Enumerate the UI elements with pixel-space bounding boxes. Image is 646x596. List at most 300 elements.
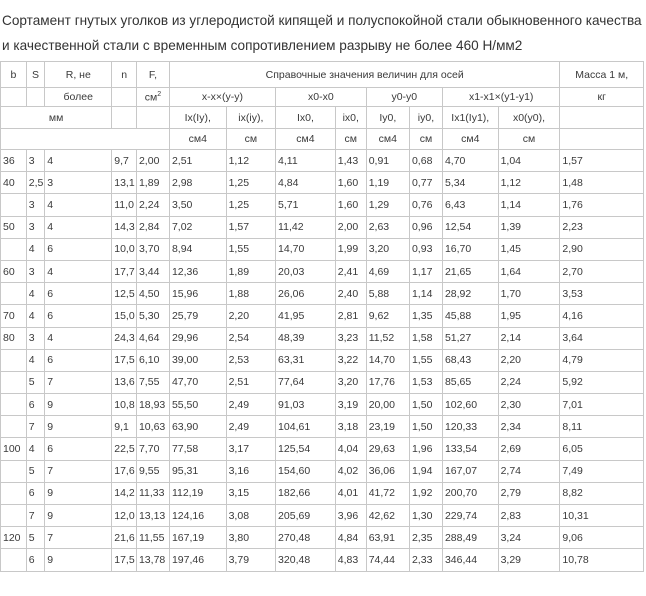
header-mass [560, 62, 644, 88]
table-cell: 21,65 [442, 260, 498, 282]
table-cell [1, 394, 27, 416]
table-cell: 0,76 [409, 194, 442, 216]
table-row [1, 438, 644, 460]
table-cell: 1,43 [335, 150, 366, 172]
table-cell: 100 [1, 438, 27, 460]
table-cell: 74,44 [366, 549, 409, 571]
header-n: n [112, 62, 137, 88]
table-cell: 39,00 [169, 349, 226, 371]
table-cell: 2,54 [226, 327, 275, 349]
table-cell: 4 [45, 194, 112, 216]
table-cell: 4 [45, 327, 112, 349]
table-cell: 3,16 [226, 460, 275, 482]
table-cell: 2,14 [498, 327, 560, 349]
table-cell: 154,60 [276, 460, 336, 482]
table-cell: 1,55 [226, 238, 275, 260]
table-cell: 4 [45, 150, 112, 172]
table-cell: 2,00 [136, 150, 169, 172]
table-cell: 12,5 [112, 283, 137, 305]
header-s: S [26, 62, 45, 88]
table-cell: 1,19 [366, 172, 409, 194]
table-cell: 29,63 [366, 438, 409, 460]
table-cell: 6 [26, 482, 45, 504]
table-cell: 24,3 [112, 327, 137, 349]
table-cell: 11,55 [136, 527, 169, 549]
table-cell: 5 [26, 371, 45, 393]
table-cell: 1,57 [226, 216, 275, 238]
table-cell: 4 [45, 216, 112, 238]
table-cell: 3 [26, 327, 45, 349]
table-row [1, 194, 644, 216]
table-cell: 2,20 [498, 349, 560, 371]
table-cell: 14,3 [112, 216, 137, 238]
table-cell: 14,2 [112, 482, 137, 504]
table-cell: 2,51 [226, 371, 275, 393]
table-cell [1, 194, 27, 216]
table-cell: 40 [1, 172, 27, 194]
table-cell: 133,54 [442, 438, 498, 460]
table-cell: 4,64 [136, 327, 169, 349]
table-cell: 4,01 [335, 482, 366, 504]
table-cell: 1,96 [409, 438, 442, 460]
col-iy0-small: iy0, [409, 107, 442, 129]
table-cell: 1,60 [335, 172, 366, 194]
table-cell: 6,43 [442, 194, 498, 216]
table-cell: 7 [26, 505, 45, 527]
table-cell: 14,70 [366, 349, 409, 371]
table-cell: 3,53 [560, 283, 644, 305]
table-cell: 2,24 [136, 194, 169, 216]
col-ix0: Ix0, [276, 107, 336, 129]
table-cell: 2,41 [335, 260, 366, 282]
table-cell: 9,7 [112, 150, 137, 172]
table-cell: 1,17 [409, 260, 442, 282]
header-unit-blank [1, 129, 170, 150]
table-cell: 0,91 [366, 150, 409, 172]
table-cell: 124,16 [169, 505, 226, 527]
table-row [1, 305, 644, 327]
table-cell: 9,62 [366, 305, 409, 327]
table-cell: 120 [1, 527, 27, 549]
table-cell: 5,71 [276, 194, 336, 216]
table-cell: 10,78 [560, 549, 644, 571]
table-cell [1, 460, 27, 482]
table-cell: 3,22 [335, 349, 366, 371]
table-cell: 22,5 [112, 438, 137, 460]
table-cell: 63,90 [169, 416, 226, 438]
table-cell: 1,12 [226, 150, 275, 172]
table-cell: 51,27 [442, 327, 498, 349]
table-cell: 9,06 [560, 527, 644, 549]
table-cell: 21,6 [112, 527, 137, 549]
table-cell: 3,70 [136, 238, 169, 260]
table-cell: 28,92 [442, 283, 498, 305]
table-cell: 200,70 [442, 482, 498, 504]
table-cell: 91,03 [276, 394, 336, 416]
table-cell: 6 [45, 238, 112, 260]
table-cell: 3,20 [335, 371, 366, 393]
table-cell: 1,88 [226, 283, 275, 305]
table-cell: 1,48 [560, 172, 644, 194]
table-cell: 2,23 [560, 216, 644, 238]
table-cell: 80 [1, 327, 27, 349]
table-cell: 11,0 [112, 194, 137, 216]
table-row [1, 150, 644, 172]
table-cell: 205,69 [276, 505, 336, 527]
table-row [1, 283, 644, 305]
table-cell: 120,33 [442, 416, 498, 438]
unit-x0y0: см [498, 129, 560, 150]
table-cell: 6,10 [136, 349, 169, 371]
table-cell: 14,70 [276, 238, 336, 260]
table-cell: 1,50 [409, 416, 442, 438]
table-cell: 3,79 [226, 549, 275, 571]
table-cell: 320,48 [276, 549, 336, 571]
table-cell: 182,66 [276, 482, 336, 504]
table-cell: 2,79 [498, 482, 560, 504]
table-cell: 36,06 [366, 460, 409, 482]
table-cell: 9 [45, 505, 112, 527]
table-row [1, 238, 644, 260]
header-mm: мм [1, 107, 112, 129]
table-cell: 112,19 [169, 482, 226, 504]
table-cell: 1,55 [409, 349, 442, 371]
header-b-cont [1, 88, 27, 107]
table-cell [1, 371, 27, 393]
table-cell: 13,6 [112, 371, 137, 393]
table-cell: 102,60 [442, 394, 498, 416]
header-mass-unit: кг [560, 88, 644, 107]
table-cell: 1,12 [498, 172, 560, 194]
table-cell: 5,88 [366, 283, 409, 305]
table-cell: 11,33 [136, 482, 169, 504]
table-cell: 1,30 [409, 505, 442, 527]
table-cell: 1,04 [498, 150, 560, 172]
table-cell: 11,52 [366, 327, 409, 349]
table-cell: 85,65 [442, 371, 498, 393]
table-cell: 4,83 [335, 549, 366, 571]
table-row [1, 371, 644, 393]
table-cell: 9 [45, 416, 112, 438]
table-cell: 2,33 [409, 549, 442, 571]
table-row [1, 216, 644, 238]
table-cell: 3,24 [498, 527, 560, 549]
unit-ix-iy: см4 [169, 129, 226, 150]
table-cell: 2,69 [498, 438, 560, 460]
table-cell: 1,89 [226, 260, 275, 282]
table-cell: 0,68 [409, 150, 442, 172]
table-cell: 2,00 [335, 216, 366, 238]
table-cell [1, 349, 27, 371]
col-x0y0: x0(y0), [498, 107, 560, 129]
table-cell: 2,83 [498, 505, 560, 527]
table-cell: 4 [26, 238, 45, 260]
table-row [1, 327, 644, 349]
table-cell: 26,06 [276, 283, 336, 305]
table-cell: 3,44 [136, 260, 169, 282]
table-cell: 2,51 [169, 150, 226, 172]
table-cell: 3 [26, 260, 45, 282]
axis-x0: x0-x0 [276, 88, 367, 107]
table-row [1, 349, 644, 371]
table-cell: 12,54 [442, 216, 498, 238]
table-cell: 288,49 [442, 527, 498, 549]
table-cell: 7 [45, 460, 112, 482]
table-cell: 2,20 [226, 305, 275, 327]
table-cell: 8,11 [560, 416, 644, 438]
header-f-line2: см [144, 91, 158, 104]
unit-iy0-small: см [409, 129, 442, 150]
table-cell: 17,6 [112, 460, 137, 482]
table-cell: 70 [1, 305, 27, 327]
table-cell: 9 [45, 394, 112, 416]
table-header [1, 62, 644, 150]
table-cell: 4,50 [136, 283, 169, 305]
table-cell: 95,31 [169, 460, 226, 482]
table-cell: 4,04 [335, 438, 366, 460]
table-cell: 29,96 [169, 327, 226, 349]
table-cell: 7,02 [169, 216, 226, 238]
table-cell: 2,24 [498, 371, 560, 393]
table-cell: 8,82 [560, 482, 644, 504]
header-s-cont [26, 88, 45, 107]
header-n-blank [112, 107, 137, 129]
table-cell: 5 [26, 460, 45, 482]
table-cell: 1,53 [409, 371, 442, 393]
table-cell: 197,46 [169, 549, 226, 571]
table-row [1, 172, 644, 194]
table-cell: 2,49 [226, 394, 275, 416]
table-cell: 1,25 [226, 172, 275, 194]
table-cell: 68,43 [442, 349, 498, 371]
table-cell: 10,31 [560, 505, 644, 527]
table-cell: 77,58 [169, 438, 226, 460]
axis-x: x-x×(y-y) [169, 88, 275, 107]
table-cell: 3,64 [560, 327, 644, 349]
axis-y0: y0-y0 [366, 88, 442, 107]
col-iy0: Iy0, [366, 107, 409, 129]
col-ix-iy: Ix(Iy), [169, 107, 226, 129]
table-cell: 1,89 [136, 172, 169, 194]
table-row [1, 527, 644, 549]
table-cell: 55,50 [169, 394, 226, 416]
table-cell: 4 [26, 438, 45, 460]
table-cell: 1,45 [498, 238, 560, 260]
table-cell [1, 238, 27, 260]
table-cell: 63,31 [276, 349, 336, 371]
table-cell: 4,69 [366, 260, 409, 282]
table-cell: 167,07 [442, 460, 498, 482]
table-cell [1, 549, 27, 571]
table-cell: 2,63 [366, 216, 409, 238]
table-cell: 2,90 [560, 238, 644, 260]
table-cell: 13,1 [112, 172, 137, 194]
header-r-cont: более [45, 88, 112, 107]
table-cell: 1,58 [409, 327, 442, 349]
table-cell: 9 [45, 482, 112, 504]
table-cell: 45,88 [442, 305, 498, 327]
table-cell: 7 [45, 527, 112, 549]
table-cell: 4 [45, 260, 112, 282]
table-cell: 4,84 [335, 527, 366, 549]
table-body [1, 150, 644, 572]
header-ref-title: Справочные значения величин для осей [169, 62, 559, 88]
table-row [1, 416, 644, 438]
table-cell: 1,25 [226, 194, 275, 216]
table-cell: 3,17 [226, 438, 275, 460]
table-cell: 7,49 [560, 460, 644, 482]
header-mass-blank2 [560, 129, 644, 150]
table-cell: 60 [1, 260, 27, 282]
table-cell: 6 [26, 549, 45, 571]
table-cell: 12,36 [169, 260, 226, 282]
table-cell: 15,0 [112, 305, 137, 327]
table-row [1, 460, 644, 482]
table-cell: 1,35 [409, 305, 442, 327]
table-cell: 2,49 [226, 416, 275, 438]
table-cell: 2,34 [498, 416, 560, 438]
table-cell: 3,15 [226, 482, 275, 504]
page-title: Сортамент гнутых уголков из углеродистой кипящей и полуспокойной стали обыкновенного качества и качественной стали с временным сопротивлением разрыву не более 460 Н/мм2 [2, 13, 642, 53]
table-cell: 3,19 [335, 394, 366, 416]
col-ix-iy-small: ix(iy), [226, 107, 275, 129]
table-cell: 10,63 [136, 416, 169, 438]
table-cell: 5,34 [442, 172, 498, 194]
table-cell: 15,96 [169, 283, 226, 305]
table-cell: 2,70 [560, 260, 644, 282]
table-cell: 0,93 [409, 238, 442, 260]
table-cell: 36 [1, 150, 27, 172]
unit-ix0-small: см [335, 129, 366, 150]
table-cell: 10,0 [112, 238, 137, 260]
header-n-cont [112, 88, 137, 107]
table-row [1, 549, 644, 571]
table-cell: 18,93 [136, 394, 169, 416]
header-f-unit [136, 88, 169, 107]
table-cell: 2,30 [498, 394, 560, 416]
table-cell: 4 [26, 349, 45, 371]
unit-ix1: см4 [442, 129, 498, 150]
header-f-blank [136, 107, 169, 129]
table-cell: 2,98 [169, 172, 226, 194]
table-cell: 9,1 [112, 416, 137, 438]
table-row [1, 394, 644, 416]
table-cell: 23,19 [366, 416, 409, 438]
axis-x1: x1-x1×(y1-y1) [442, 88, 559, 107]
table-cell: 48,39 [276, 327, 336, 349]
table-cell: 2,53 [226, 349, 275, 371]
table-cell: 2,35 [409, 527, 442, 549]
table-cell: 1,60 [335, 194, 366, 216]
table-cell: 6 [45, 305, 112, 327]
table-cell: 4,11 [276, 150, 336, 172]
table-cell: 17,5 [112, 349, 137, 371]
table-cell: 270,48 [276, 527, 336, 549]
table-cell: 13,78 [136, 549, 169, 571]
table-cell: 3,08 [226, 505, 275, 527]
table-cell: 6,05 [560, 438, 644, 460]
table-cell: 20,00 [366, 394, 409, 416]
table-cell: 1,14 [409, 283, 442, 305]
table-cell: 1,39 [498, 216, 560, 238]
table-cell: 0,77 [409, 172, 442, 194]
table-cell: 0,96 [409, 216, 442, 238]
table-cell: 5 [26, 527, 45, 549]
table-row [1, 505, 644, 527]
table-cell: 4,84 [276, 172, 336, 194]
table-cell: 17,7 [112, 260, 137, 282]
table-cell [1, 416, 27, 438]
table-cell: 1,64 [498, 260, 560, 282]
table-cell: 1,70 [498, 283, 560, 305]
table-cell: 3 [26, 216, 45, 238]
table-cell: 3 [26, 150, 45, 172]
header-f [136, 62, 169, 88]
table-cell: 41,72 [366, 482, 409, 504]
table-cell [1, 482, 27, 504]
table-cell: 7 [45, 371, 112, 393]
table-cell: 6 [45, 349, 112, 371]
table-cell: 13,13 [136, 505, 169, 527]
table-cell: 10,8 [112, 394, 137, 416]
table-cell: 346,44 [442, 549, 498, 571]
table-cell: 50 [1, 216, 27, 238]
table-cell: 7,55 [136, 371, 169, 393]
table-cell: 42,62 [366, 505, 409, 527]
table-cell: 17,76 [366, 371, 409, 393]
table-cell: 2,40 [335, 283, 366, 305]
table-cell: 1,14 [498, 194, 560, 216]
table-cell: 4 [26, 305, 45, 327]
header-mass-line1: Масса 1 м, [575, 68, 629, 81]
table-cell: 3,29 [498, 549, 560, 571]
table-cell: 2,5 [26, 172, 45, 194]
header-r-line1: R, не [65, 68, 91, 81]
table-cell: 1,29 [366, 194, 409, 216]
table-cell: 1,50 [409, 394, 442, 416]
table-cell: 7,70 [136, 438, 169, 460]
table-cell: 5,92 [560, 371, 644, 393]
table-cell: 4,70 [442, 150, 498, 172]
table-cell: 17,5 [112, 549, 137, 571]
table-cell: 16,70 [442, 238, 498, 260]
table-cell: 9,55 [136, 460, 169, 482]
data-table [0, 61, 644, 572]
table-cell: 7 [26, 416, 45, 438]
table-cell: 5,30 [136, 305, 169, 327]
table-cell: 167,19 [169, 527, 226, 549]
table-cell: 8,94 [169, 238, 226, 260]
table-cell: 9 [45, 549, 112, 571]
table-cell [1, 283, 27, 305]
table-cell: 4,02 [335, 460, 366, 482]
table-cell: 6 [26, 394, 45, 416]
table-cell: 1,99 [335, 238, 366, 260]
header-f-line1: F, [148, 68, 158, 81]
table-cell: 6 [45, 438, 112, 460]
table-cell: 3 [26, 194, 45, 216]
table-row [1, 482, 644, 504]
table-cell: 2,84 [136, 216, 169, 238]
table-cell: 1,95 [498, 305, 560, 327]
header-r [45, 62, 112, 88]
table-row [1, 260, 644, 282]
table-cell: 3 [45, 172, 112, 194]
table-cell: 7,01 [560, 394, 644, 416]
table-cell: 12,0 [112, 505, 137, 527]
unit-ix0: см4 [276, 129, 336, 150]
table-cell: 11,42 [276, 216, 336, 238]
